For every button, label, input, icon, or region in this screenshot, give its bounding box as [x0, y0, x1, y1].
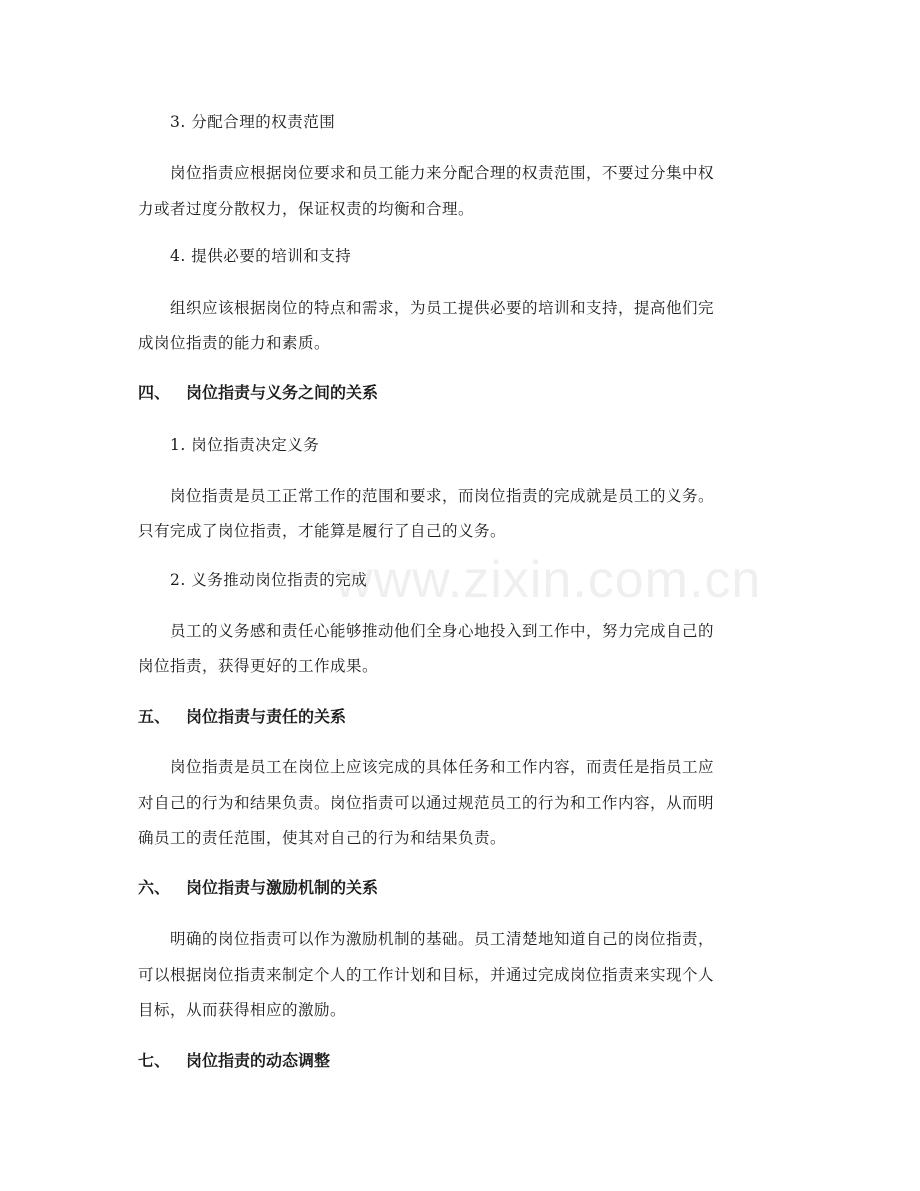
section-title: 岗位指责的动态调整 [186, 1051, 331, 1070]
paragraph-line: 可以根据岗位指责来制定个人的工作计划和目标，并通过完成岗位指责来实现个人 [138, 966, 715, 984]
paragraph-line: 岗位指责，获得更好的工作成果。 [138, 657, 379, 675]
subheading-1: 1. 岗位指责决定义务 [170, 436, 320, 454]
section-heading-7 [138, 1051, 330, 1071]
paragraph-line: 对自己的行为和结果负责。岗位指责可以通过规范员工的行为和工作内容，从而明 [138, 794, 715, 812]
paragraph-line: 只有完成了岗位指责，才能算是履行了自己的义务。 [138, 522, 507, 540]
section-number: 四、 [138, 383, 171, 402]
section-number: 六、 [138, 878, 171, 897]
watermark: www.zixin.com.cn [335, 551, 762, 609]
subheading-2: 2. 义务推动岗位指责的完成 [170, 571, 368, 589]
section-number: 七、 [138, 1051, 171, 1070]
section-heading-5 [138, 707, 346, 727]
section-title: 岗位指责与责任的关系 [186, 707, 347, 726]
section-heading-6 [138, 878, 378, 898]
subheading-3: 3. 分配合理的权责范围 [170, 113, 336, 131]
section-title: 岗位指责与激励机制的关系 [186, 878, 379, 897]
paragraph-line: 岗位指责应根据岗位要求和员工能力来分配合理的权责范围，不要过分集中权 [170, 164, 715, 182]
section-number: 五、 [138, 707, 171, 726]
paragraph-line: 员工的义务感和责任心能够推动他们全身心地投入到工作中，努力完成自己的 [170, 622, 715, 640]
paragraph-line: 成岗位指责的能力和素质。 [138, 334, 331, 352]
subheading-4: 4. 提供必要的培训和支持 [170, 247, 352, 265]
section-title: 岗位指责与义务之间的关系 [186, 383, 379, 402]
paragraph-line: 组织应该根据岗位的特点和需求，为员工提供必要的培训和支持，提高他们完 [170, 299, 715, 317]
section-heading-4 [138, 383, 378, 403]
paragraph-line: 岗位指责是员工在岗位上应该完成的具体任务和工作内容，而责任是指员工应 [170, 758, 715, 776]
paragraph-line: 确员工的责任范围，使其对自己的行为和结果负责。 [138, 829, 507, 847]
paragraph-line: 明确的岗位指责可以作为激励机制的基础。员工清楚地知道自己的岗位指责， [170, 930, 715, 948]
paragraph-line: 力或者过度分散权力，保证权责的均衡和合理。 [138, 200, 475, 218]
paragraph-line: 目标，从而获得相应的激励。 [138, 1001, 347, 1019]
paragraph-line: 岗位指责是员工正常工作的范围和要求，而岗位指责的完成就是员工的义务。 [170, 487, 715, 505]
